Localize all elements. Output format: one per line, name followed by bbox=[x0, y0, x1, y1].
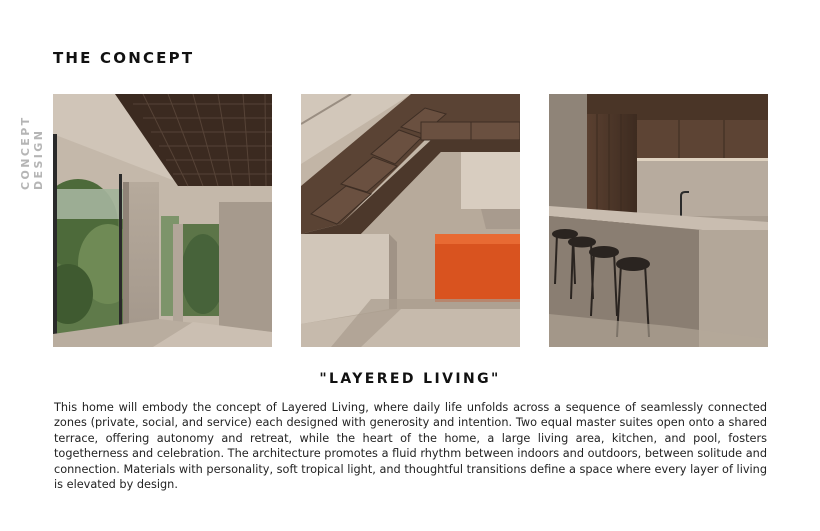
page-title: THE CONCEPT bbox=[53, 49, 195, 67]
kitchen-bar-image bbox=[549, 94, 768, 347]
concept-subtitle: "LAYERED LIVING" bbox=[319, 371, 501, 387]
section-side-label: CONCEPT DESIGN bbox=[19, 115, 45, 190]
exterior-veranda-image bbox=[53, 94, 272, 347]
concept-description: This home will embody the concept of Layered Living, where daily life unfolds across a sequence of seamlessly connected zones (private, social, and service) each designed with generosity and intention. Two equal master suites open onto a shared terrace, offering autonomy and retreat, while the heart of the home, a large living area, kitchen, and pool, fosters togetherness and celebration. The architecture promotes a fluid rhythm between indoors and outdoors, between solitude and connection. Materials with personality, soft tropical light, and thoughtful transitions define a space where every layer of living is elevated by design. bbox=[54, 401, 767, 492]
sunken-lounge-image bbox=[301, 94, 520, 347]
